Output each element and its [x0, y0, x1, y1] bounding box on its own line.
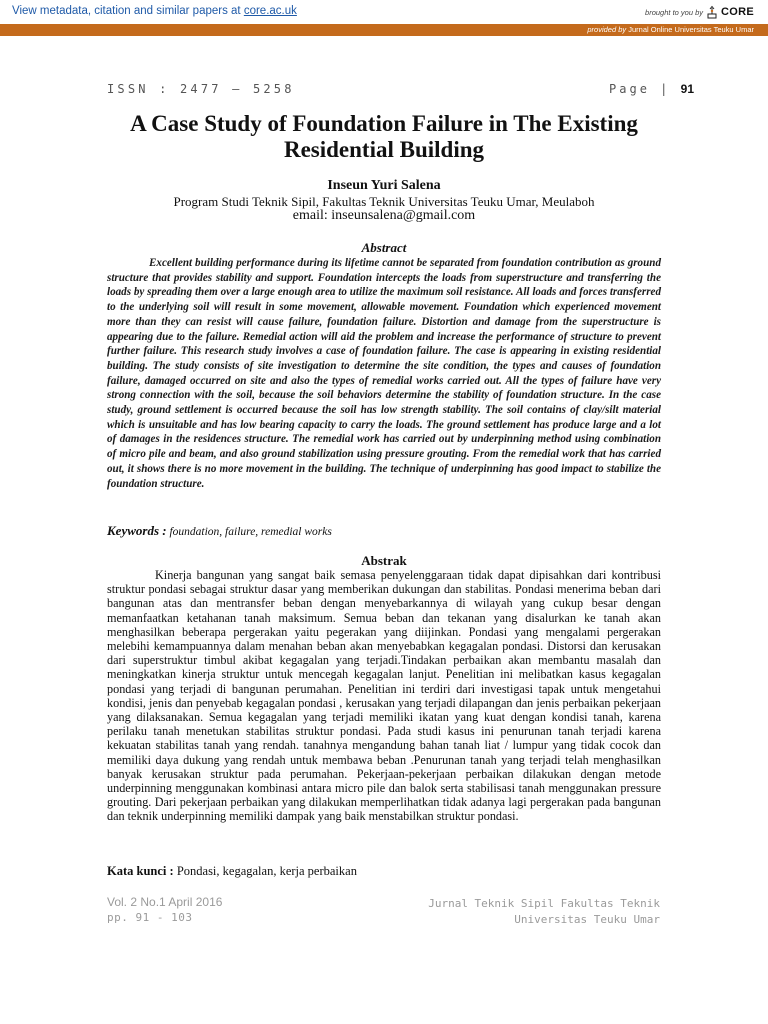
provided-by-text[interactable] [587, 25, 754, 34]
page-number: 91 [680, 82, 694, 96]
keywords [107, 523, 661, 539]
keywords-value: foundation, failure, remedial works [169, 526, 332, 538]
abstract-heading: Abstract [361, 240, 407, 255]
core-ac-uk-link[interactable]: core.ac.uk [243, 5, 297, 17]
author-name: Inseun Yuri Salena [327, 178, 441, 193]
abstract-body: Excellent building performance during its lifetime cannot be separated from foundation contribution as ground structure that provides stability and support. Foundation intercepts the loads from superstructure and transferring the loads by spreading them over a large enough area to utilize the maximum soil resistance. All loads and forces transferred to the underlying soil will result in some movement, allowable movement. Foundation which experienced movement more than they can resist will cause failure, foundation failure. Distortion and damage from the superstructure is appearing due to the failure. Remedial action will aid the problem and increase the performance of structure to prevent further failure. This research study involves a case of foundation failure. The case is appearing in existing residential building. The study consists of site investigation to determine the site condition, the types and causes of foundation failure, damaged occurred on site and also the types of remedial works carried out. All the types of failure have very strong connection with the soil, because the soil behaviors determine the stability of foundation structure. In the case study, ground settlement is occurred because the soil has low strength stability. The soil contains of clay/silt material which is unsuitable and has low bearing capacity to carry the loads. The ground settlement has produce large and a lot of damages in the residences structure. The remedial work has carried out by underpinning method using combination of micro pile and beam, and also ground stabilization using pressure grouting. From the remedial work that has carried out, it shows there is no more movement in the building. The technique of underpinning has good impact to stabilize the foundation structure. [107, 257, 661, 490]
footer-journal-line-1: Jurnal Teknik Sipil Fakultas Teknik [428, 897, 660, 910]
abstrak-heading: Abstrak [361, 553, 407, 568]
paper-title [107, 111, 661, 163]
page-number-header [609, 82, 694, 96]
keywords-label: Keywords : [107, 523, 167, 538]
page-label: Page [609, 82, 650, 96]
page-separator: | [649, 82, 681, 96]
abstrak-body: Kinerja bangunan yang sangat baik semasa penyelenggaraan tidak dapat dipisahkan dari kontribusi struktur pondasi sebagai struktur dasar yang memberikan dukungan dan stabilitas. Pondasi menerima beban dari bangunan atas dan mentransfer beban dengan menyebarkannya di wilayah yang cukup besar dengan memanfaatkan ketahanan tanah maksimum. Semua beban dan tekanan yang disalurkan ke tanah akan menghasilkan beberapa pergerakan yaitu pegerakan yang diijinkan. Pondasi yang mengalami pergerakan melebihi kemampuannya dalam menahan beban akan menyebabkan kegagalan pondasi. Distorsi dan kerusakan dari superstruktur timbul akibat kegagalan yang terjadi.Tindakan perbaikan akan membantu masalah dan meningkatkan kinerja struktur untuk mencegah kegagalan lanjut. Penelitian ini melibatkan kasus kegagalan pondasi yang terjadi di bangunan perumahan. Penelitian ini terdiri dari investigasi tapak untuk mengetahui kondisi, jenis dan penyebab kegagalan pondasi , kerusakan yang terjadi dilapangan dan jenis perbaikan pekerjaan yang dilaksanakan. Semua kegagalan yang terjadi memiliki ikatan yang kuat dengan kondisi tanah, karena perilaku tanah menetukan stabilitas struktur pondasi. Pada studi kasus ini penurunan tanah terjadi karena kekuatan stabilitas tanah yang rendah. tanahnya mengandung bahan tanah liat / lumpur yang tidak cocok dan memiliki daya dukung yang rendah untuk membawa beban .Penurunan tanah yang terjadi telah menghasilkan banyak kerusakan struktur pada perumahan. Pekerjaan-pekerjaan perbaikan dilakukan dengan metode underpinning menggunakan kombinasi antara micro pile dan balok serta stabilisasi tanah menggunakan pressure grouting. Dari pekerjaan perbaikan yang dilakukan memperlihatkan tidak adanya lagi pergerakan pada bangunan dan teknik underpinning memiliki dampak yang baik menstabilkan struktur pondasi. [107, 568, 661, 824]
author-affiliation: Program Studi Teknik Sipil, Fakultas Teknik Universitas Teuku Umar, Meulaboh [173, 194, 595, 209]
core-link-prefix: View metadata, citation and similar papers at [12, 5, 244, 17]
issn: ISSN : 2477 – 5258 [107, 82, 295, 96]
core-logo-icon [707, 5, 717, 19]
footer-journal [428, 896, 660, 928]
core-brand[interactable] [645, 4, 754, 20]
footer-journal-line-2: Universitas Teuku Umar [514, 913, 660, 926]
core-logo: CORE [721, 6, 754, 18]
core-metadata-link[interactable] [12, 5, 297, 17]
title-line-2: Residential Building [283, 137, 485, 162]
footer-pages: pp. 91 - 103 [107, 911, 193, 924]
provided-by-label: provided by [587, 25, 627, 34]
kata-kunci-value: Pondasi, kegagalan, kerja perbaikan [176, 864, 357, 878]
footer-volume: Vol. 2 No.1 April 2016 [107, 895, 223, 909]
provided-by-bar [0, 24, 768, 36]
kata-kunci [107, 864, 661, 879]
brought-to-you-text: brought to you by [645, 7, 704, 17]
author-email: email: inseunsalena@gmail.com [292, 208, 476, 223]
provided-by-source: Jurnal Online Universitas Teuku Umar [628, 25, 754, 34]
core-banner [0, 0, 768, 25]
title-line-1: A Case Study of Foundation Failure in The Existing [130, 111, 638, 136]
kata-kunci-label: Kata kunci : [107, 864, 174, 878]
footer-volume-info [107, 895, 222, 924]
